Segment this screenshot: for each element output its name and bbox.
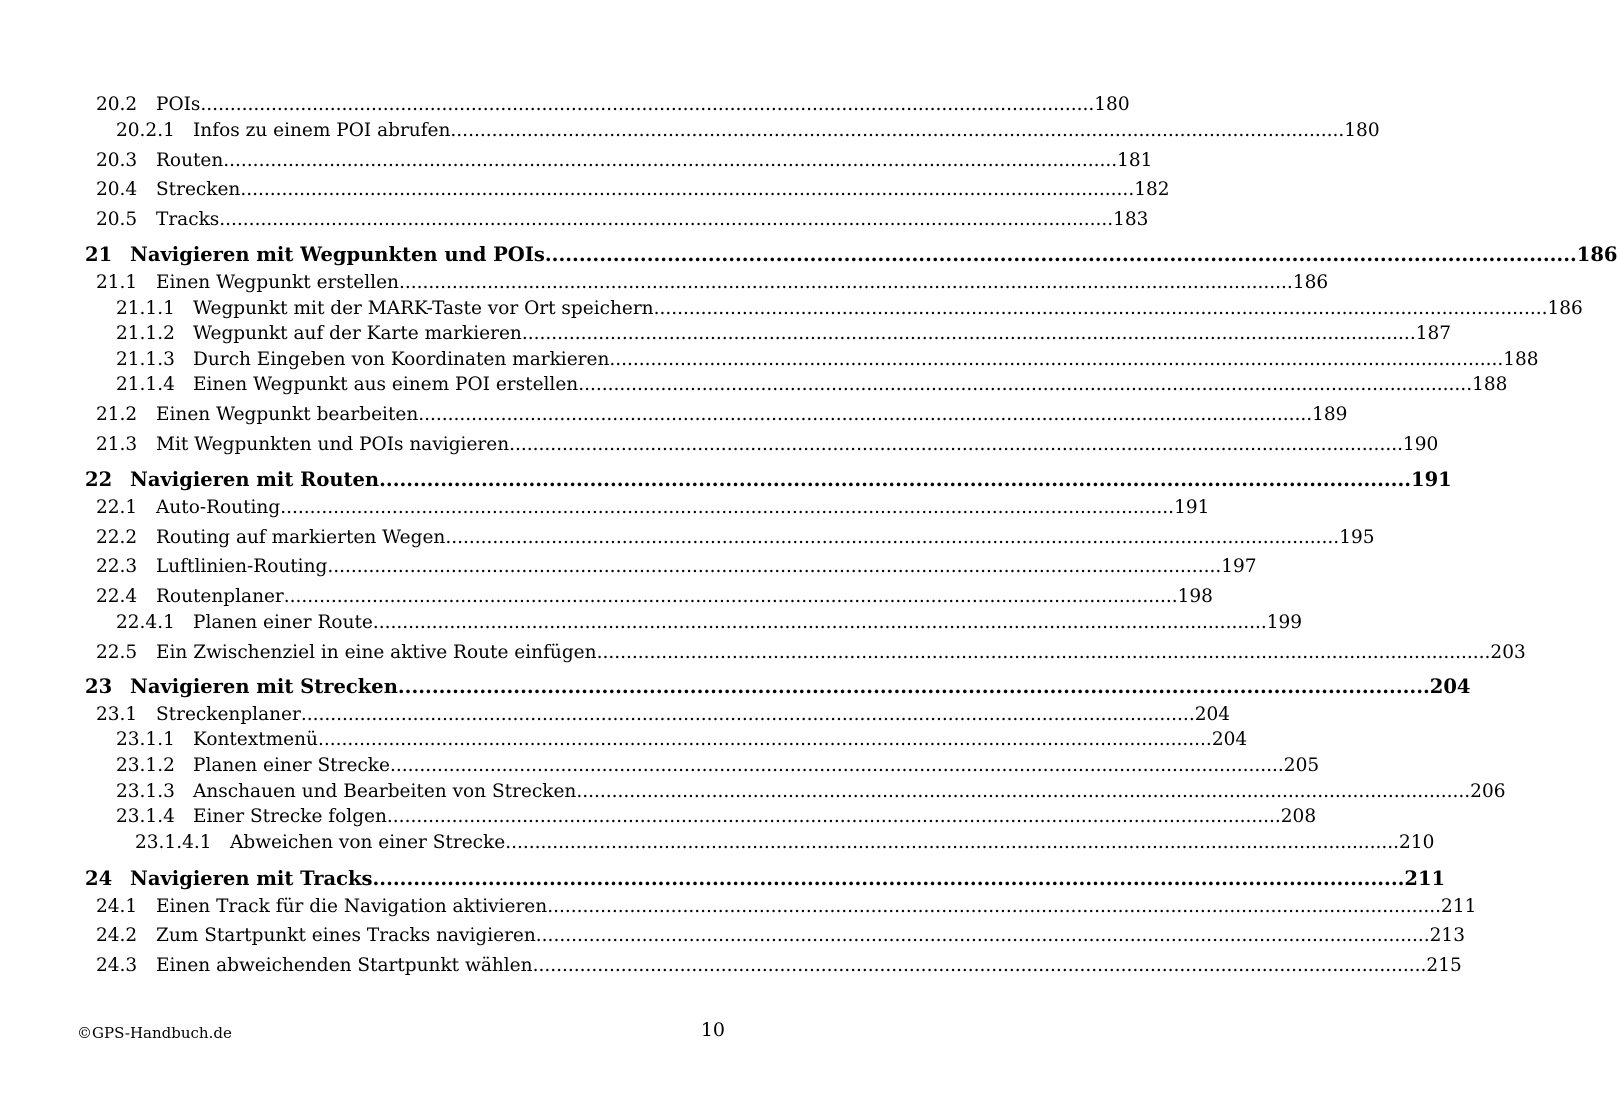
toc-dot-leader bbox=[240, 181, 1134, 200]
toc-dot-leader bbox=[547, 898, 1441, 917]
toc-entry-page: 211 bbox=[1404, 867, 1446, 890]
toc-entry-number: 20.2 bbox=[96, 94, 138, 115]
toc-entry-number: 22.5 bbox=[96, 642, 138, 663]
toc-entry[interactable] bbox=[96, 527, 1375, 548]
toc-entry[interactable] bbox=[116, 323, 1452, 344]
toc-entry-number: 22.4 bbox=[96, 586, 138, 607]
toc-entry-page: 213 bbox=[1429, 925, 1465, 946]
toc-dot-leader bbox=[284, 588, 1178, 607]
toc-entry-page: 183 bbox=[1113, 209, 1149, 230]
toc-entry[interactable] bbox=[116, 755, 1320, 776]
toc-entry-number: 21.1 bbox=[96, 272, 138, 293]
toc-entry-title: Durch Eingeben von Koordinaten markieren bbox=[193, 349, 610, 370]
toc-dot-leader bbox=[223, 152, 1117, 171]
toc-entry[interactable] bbox=[96, 179, 1170, 200]
toc-entry-page: 204 bbox=[1211, 729, 1248, 750]
toc-dot-leader bbox=[399, 274, 1293, 293]
toc-entry-number: 22 bbox=[85, 468, 113, 491]
toc-entry-number: 20.2.1 bbox=[116, 120, 175, 141]
toc-dot-leader bbox=[318, 731, 1212, 750]
toc-dot-leader bbox=[522, 325, 1416, 344]
toc-entry-page: 215 bbox=[1426, 955, 1462, 976]
toc-entry[interactable] bbox=[116, 120, 1380, 141]
toc-entry[interactable] bbox=[96, 642, 1526, 663]
toc-entry-page: 180 bbox=[1094, 94, 1130, 115]
toc-entry-title: Navigieren mit Tracks bbox=[130, 867, 373, 890]
toc-entry[interactable] bbox=[96, 404, 1348, 425]
toc-dot-leader bbox=[536, 927, 1430, 946]
toc-entry-title: Routing auf markierten Wegen bbox=[156, 527, 446, 548]
toc-entry-title: Einen abweichenden Startpunkt wählen bbox=[156, 955, 533, 976]
toc-entry-title: Routenplaner bbox=[156, 586, 284, 607]
toc-entry-page: 203 bbox=[1490, 642, 1526, 663]
toc-entry-number: 24.2 bbox=[96, 925, 138, 946]
toc-entry[interactable] bbox=[85, 675, 1471, 698]
toc-dot-leader bbox=[373, 614, 1267, 633]
toc-dot-leader bbox=[387, 808, 1281, 827]
toc-entry-page: 204 bbox=[1429, 675, 1471, 698]
toc-entry-title: Wegpunkt auf der Karte markieren bbox=[193, 323, 522, 344]
toc-entry-page: 211 bbox=[1441, 896, 1477, 917]
toc-entry-number: 24.3 bbox=[96, 955, 138, 976]
toc-dot-leader bbox=[379, 470, 1411, 490]
toc-dot-leader bbox=[200, 96, 1094, 115]
toc-entry-number: 22.3 bbox=[96, 556, 138, 577]
toc-entry-title: Zum Startpunkt eines Tracks navigieren bbox=[156, 925, 536, 946]
toc-entry-page: 189 bbox=[1312, 404, 1348, 425]
toc-entry-title: Streckenplaner bbox=[156, 704, 301, 725]
toc-entry-page: 208 bbox=[1280, 806, 1317, 827]
toc-dot-leader bbox=[280, 499, 1174, 518]
toc-entry-number: 23.1 bbox=[96, 704, 138, 725]
toc-entry-title: Einen Track für die Navigation aktivieren bbox=[156, 896, 548, 917]
toc-dot-leader bbox=[418, 406, 1312, 425]
toc-dot-leader bbox=[373, 869, 1405, 889]
toc-entry-number: 21.1.3 bbox=[116, 349, 175, 370]
toc-entry-title: Kontextmenü bbox=[193, 729, 318, 750]
toc-entry[interactable] bbox=[116, 298, 1583, 319]
toc-entry-number: 22.2 bbox=[96, 527, 138, 548]
toc-entry-title: Planen einer Route bbox=[193, 612, 373, 633]
toc-entry[interactable] bbox=[96, 586, 1213, 607]
toc-dot-leader bbox=[505, 834, 1399, 853]
toc-dot-leader bbox=[545, 245, 1577, 265]
toc-dot-leader bbox=[533, 957, 1427, 976]
toc-entry-number: 23.1.4 bbox=[116, 806, 175, 827]
toc-entry-page: 195 bbox=[1339, 527, 1375, 548]
toc-entry-page: 204 bbox=[1194, 704, 1231, 725]
toc-entry[interactable] bbox=[96, 896, 1477, 917]
toc-entry-page: 182 bbox=[1134, 179, 1170, 200]
toc-entry[interactable] bbox=[96, 556, 1257, 577]
toc-entry-number: 24 bbox=[85, 867, 113, 890]
toc-entry-title: Anschauen und Bearbeiten von Strecken bbox=[193, 781, 577, 802]
toc-dot-leader bbox=[450, 122, 1344, 141]
toc-entry-title: Wegpunkt mit der MARK-Taste vor Ort speichern bbox=[193, 298, 654, 319]
toc-entry-page: 197 bbox=[1221, 556, 1257, 577]
toc-entry[interactable] bbox=[96, 704, 1231, 725]
toc-entry-title: Infos zu einem POI abrufen bbox=[193, 120, 451, 141]
toc-entry-page: 186 bbox=[1547, 298, 1583, 319]
toc-entry-number: 20.3 bbox=[96, 150, 138, 171]
toc-entry[interactable] bbox=[96, 497, 1210, 518]
footer-page-number: 10 bbox=[700, 1019, 725, 1041]
toc-entry-page: 199 bbox=[1266, 612, 1303, 633]
toc-entry-number: 21.1.1 bbox=[116, 298, 175, 319]
toc-entry-page: 180 bbox=[1344, 120, 1380, 141]
toc-entry-page: 187 bbox=[1415, 323, 1452, 344]
toc-dot-leader bbox=[301, 706, 1195, 725]
toc-entry[interactable] bbox=[116, 349, 1539, 370]
toc-entry-page: 188 bbox=[1472, 374, 1508, 395]
toc-entry-page: 186 bbox=[1576, 243, 1618, 266]
toc-entry[interactable] bbox=[116, 374, 1508, 395]
toc-entry-title: Ein Zwischenziel in eine aktive Route einfügen bbox=[156, 642, 597, 663]
toc-entry[interactable] bbox=[85, 243, 1618, 266]
toc-entry[interactable] bbox=[116, 612, 1303, 633]
toc-entry-title: POIs bbox=[156, 94, 201, 115]
toc-entry[interactable] bbox=[116, 806, 1317, 827]
toc-entry-page: 210 bbox=[1399, 832, 1435, 853]
toc-entry-title: Einen Wegpunkt aus einem POI erstellen bbox=[193, 374, 579, 395]
toc-entry[interactable] bbox=[96, 434, 1439, 455]
toc-entry-page: 190 bbox=[1402, 434, 1439, 455]
toc-dot-leader bbox=[609, 351, 1503, 370]
toc-entry-title: Navigieren mit Wegpunkten und POIs bbox=[130, 243, 545, 266]
toc-entry-title: Routen bbox=[156, 150, 224, 171]
toc-entry-title: Luftlinien-Routing bbox=[156, 556, 328, 577]
toc-entry-page: 198 bbox=[1177, 586, 1213, 607]
toc-entry-number: 21.1.2 bbox=[116, 323, 175, 344]
footer-copyright: ©GPS-Handbuch.de bbox=[77, 1024, 232, 1042]
toc-dot-leader bbox=[390, 757, 1284, 776]
toc-entry-number: 23.1.2 bbox=[116, 755, 175, 776]
toc-entry-title: Einen Wegpunkt erstellen bbox=[156, 272, 399, 293]
toc-entry-title: Mit Wegpunkten und POIs navigieren bbox=[156, 434, 510, 455]
toc-entry[interactable] bbox=[135, 832, 1435, 853]
toc-entry-title: Navigieren mit Strecken bbox=[130, 675, 398, 698]
toc-entry-number: 23.1.1 bbox=[116, 729, 175, 750]
toc-entry-page: 206 bbox=[1470, 781, 1506, 802]
toc-entry[interactable] bbox=[116, 781, 1506, 802]
toc-entry[interactable] bbox=[96, 272, 1329, 293]
toc-dot-leader bbox=[398, 677, 1430, 697]
toc-entry[interactable] bbox=[96, 94, 1130, 115]
toc-entry-number: 20.4 bbox=[96, 179, 138, 200]
toc-dot-leader bbox=[219, 211, 1113, 230]
toc-entry-number: 22.1 bbox=[96, 497, 138, 518]
toc-entry[interactable] bbox=[116, 729, 1248, 750]
toc-entry-number: 21 bbox=[85, 243, 113, 266]
toc-entry-title: Einen Wegpunkt bearbeiten bbox=[156, 404, 419, 425]
toc-entry-title: Navigieren mit Routen bbox=[130, 468, 380, 491]
toc-dot-leader bbox=[578, 376, 1472, 395]
toc-entry[interactable] bbox=[96, 209, 1149, 230]
toc-entry-number: 23 bbox=[85, 675, 113, 698]
toc-entry-number: 21.3 bbox=[96, 434, 138, 455]
toc-entry[interactable] bbox=[96, 955, 1462, 976]
toc-dot-leader bbox=[509, 436, 1403, 455]
toc-entry[interactable] bbox=[96, 925, 1465, 946]
toc-entry-page: 191 bbox=[1174, 497, 1210, 518]
toc-dot-leader bbox=[327, 558, 1221, 577]
toc-dot-leader bbox=[597, 644, 1491, 663]
toc-dot-leader bbox=[445, 529, 1339, 548]
toc-entry-title: Einer Strecke folgen bbox=[193, 806, 387, 827]
toc-entry-number: 23.1.3 bbox=[116, 781, 175, 802]
toc-entry-title: Auto-Routing bbox=[156, 497, 281, 518]
toc-entry[interactable] bbox=[85, 468, 1452, 491]
toc-entry-page: 191 bbox=[1411, 468, 1452, 491]
toc-entry-number: 24.1 bbox=[96, 896, 138, 917]
toc-entry-title: Tracks bbox=[156, 209, 220, 230]
toc-entry-number: 20.5 bbox=[96, 209, 138, 230]
toc-entry-number: 21.1.4 bbox=[116, 374, 175, 395]
toc-entry-page: 181 bbox=[1117, 150, 1153, 171]
toc-dot-leader bbox=[654, 300, 1548, 319]
toc-entry-page: 186 bbox=[1292, 272, 1329, 293]
toc-entry[interactable] bbox=[85, 867, 1446, 890]
toc-dot-leader bbox=[576, 783, 1470, 802]
toc-entry-title: Strecken bbox=[156, 179, 241, 200]
toc-entry-number: 23.1.4.1 bbox=[135, 832, 212, 853]
toc-entry-page: 188 bbox=[1503, 349, 1539, 370]
toc-entry-title: Abweichen von einer Strecke bbox=[230, 832, 506, 853]
toc-entry[interactable] bbox=[96, 150, 1153, 171]
toc-entry-number: 21.2 bbox=[96, 404, 138, 425]
toc-entry-title: Planen einer Strecke bbox=[193, 755, 390, 776]
toc-entry-page: 205 bbox=[1283, 755, 1320, 776]
toc-entry-number: 22.4.1 bbox=[116, 612, 175, 633]
